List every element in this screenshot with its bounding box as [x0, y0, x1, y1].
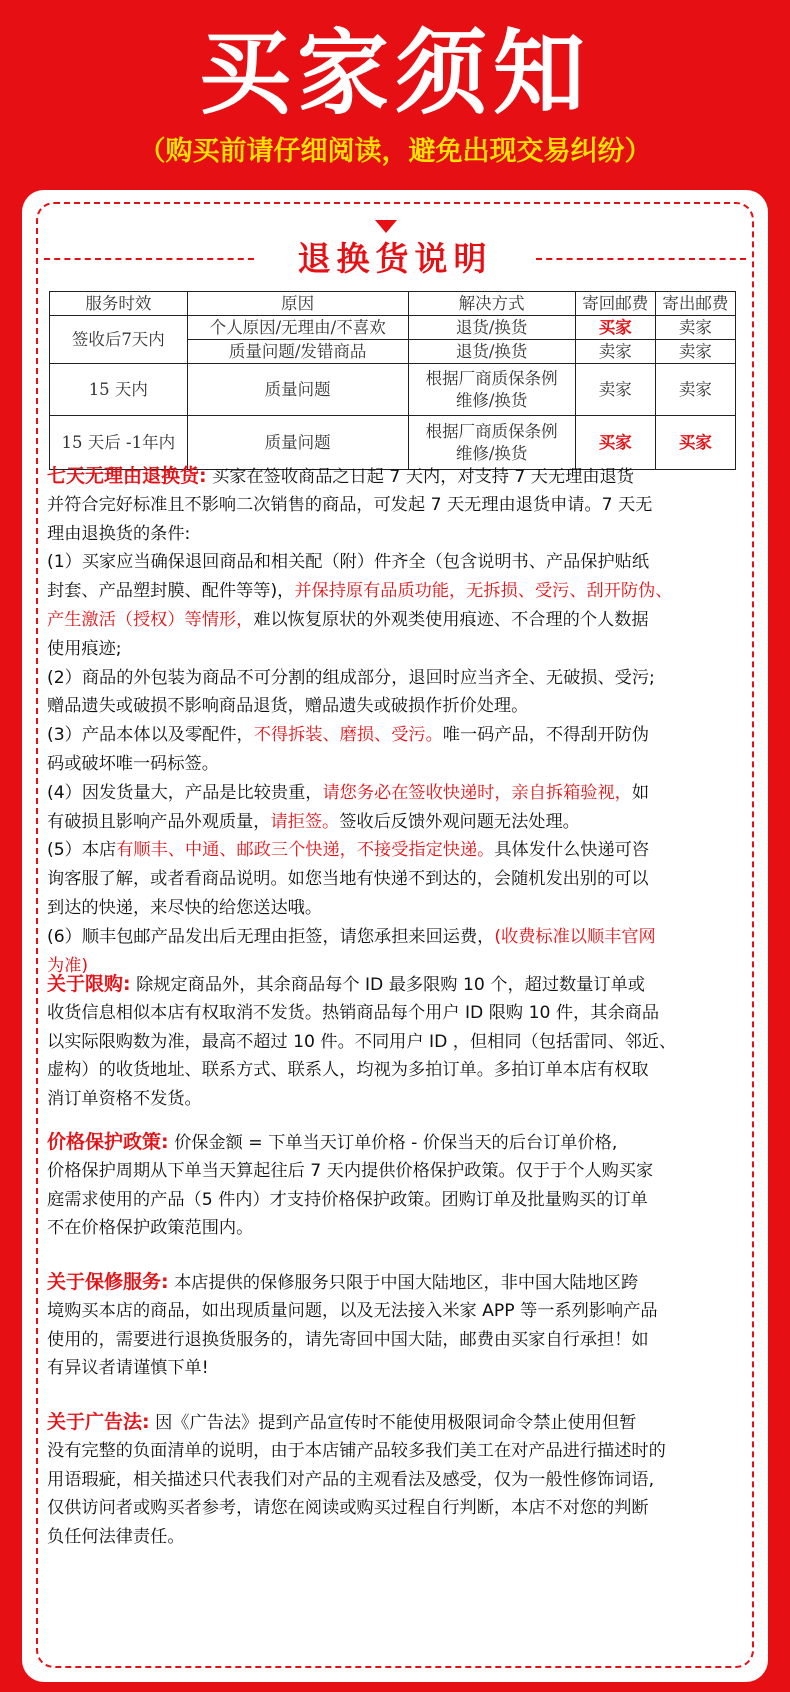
cell-send-fee: 卖家	[655, 364, 735, 416]
seven-day-section	[47, 462, 742, 980]
text-span: 如	[631, 782, 650, 803]
cell-period: 15 天内	[50, 364, 188, 416]
text-line: 使用的，需要进行退换货服务的，请先寄回中国大陆，邮费由买家自行承担！如	[47, 1329, 649, 1350]
solution-line: 根据厂商质保条例	[425, 368, 558, 388]
table-row	[50, 364, 736, 416]
highlight-text: 请拒签。	[270, 811, 340, 832]
warranty-section	[47, 1268, 742, 1383]
text-line: 仅供访问者或购买者参考，请您在阅读或购买过程自行判断，本店不对您的判断	[47, 1498, 649, 1519]
cell-return-fee: 卖家	[575, 364, 655, 416]
text-span: 有破损且影响产品外观质量，	[47, 811, 271, 832]
header-cell: 解决方式	[408, 292, 575, 316]
text-line: 没有完整的负面清单的说明，由于本店铺产品较多我们美工在对产品进行描述时的	[47, 1440, 666, 1461]
highlight-text: 请您务必在签收快递时，亲自拆箱验视，	[322, 782, 632, 803]
text-line: 价保金额 = 下单当天订单价格 - 价保当天的后台订单价格,	[174, 1133, 618, 1153]
text-line: 有异议者请谨慎下单!	[47, 1358, 209, 1379]
text-line: 码或破坏唯一码标签。	[47, 753, 219, 774]
highlight-text: 产生激活（授权）等情形，	[47, 609, 254, 630]
cell-solution: 退货/换货	[408, 316, 575, 340]
text-line: 使用痕迹;	[47, 638, 122, 659]
section-title: 退换货说明	[297, 239, 493, 278]
price-protection-section	[47, 1128, 742, 1243]
highlight-text: (收费标准以顺丰官网	[494, 926, 656, 947]
text-line: 负任何法律责任。	[47, 1527, 185, 1548]
text-line: (1）买家应当确保退回商品和相关配（附）件齐全（包含说明书、产品保护贴纸	[47, 552, 650, 573]
text-line: 买家在签收商品之日起 7 天内，对支持 7 天无理由退货	[212, 467, 634, 487]
triangle-down-icon	[375, 220, 397, 233]
table-row	[50, 316, 736, 340]
text-span: 难以恢复原状的外观类使用痕迹、不合理的个人数据	[253, 609, 649, 630]
page-title: 买家须知	[198, 20, 591, 127]
section-header	[44, 236, 746, 282]
text-line: 价格保护周期从下单当天算起往后 7 天内提供价格保护政策。仅于于个人购买家	[47, 1160, 654, 1181]
highlight-text: 并保持原有品质功能，无拆损、受污、刮开防伪、	[294, 581, 673, 602]
text-line: 用语瑕疵，相关描述只代表我们对产品的主观看法及感受，仅为一般性修饰词语,	[47, 1469, 655, 1490]
text-span: (3）产品本体以及零配件，	[47, 725, 254, 746]
text-line: 因《广告法》提到产品宣传时不能使用极限词命令禁止使用但暂	[155, 1413, 637, 1433]
text-line: (2）商品的外包装为商品不可分割的组成部分，退回时应当齐全、无破损、受污;	[47, 667, 655, 688]
cell-solution	[408, 364, 575, 416]
header-cell: 寄回邮费	[575, 292, 655, 316]
text-span: 签收后反馈外观问题无法处理。	[339, 811, 580, 832]
text-line: 赠品遗失或破损不影响商品退货，赠品遗失或破损作折价处理。	[47, 696, 529, 717]
header-cell: 寄出邮费	[655, 292, 735, 316]
text-line: 并符合完好标准且不影响二次销售的商品，可发起 7 天无理由退货申请。7 天无	[47, 494, 653, 515]
solution-line: 维修/换货	[455, 443, 528, 463]
cell-send-fee: 卖家	[655, 340, 735, 364]
header-cell: 服务时效	[50, 292, 188, 316]
notice-card	[22, 190, 768, 1682]
text-span: (5）本店	[47, 840, 117, 861]
text-span: (4）因发货量大，产品是比较贵重，	[47, 782, 323, 803]
text-line: 消订单资格不发货。	[47, 1089, 202, 1110]
highlight-text: 为准)	[47, 955, 89, 976]
cell-send-fee: 卖家	[655, 316, 735, 340]
section-heading: 价格保护政策:	[47, 1131, 169, 1153]
text-line: 询客服了解，或者看商品说明。如您当地有快递不到达的，会随机发出别的可以	[47, 869, 649, 890]
cell-return-fee: 买家	[575, 416, 655, 470]
text-line: 以实际限购数为准，最高不超过 10 件。不同用户 ID ，但相同（包括雷同、邻近、	[47, 1031, 677, 1052]
header-cell: 原因	[187, 292, 408, 316]
highlight-text: 不得拆装、磨损、受污。	[253, 725, 443, 746]
text-line: 理由退换货的条件:	[47, 523, 191, 544]
section-heading: 关于广告法:	[47, 1411, 150, 1433]
cell-solution: 退货/换货	[408, 340, 575, 364]
highlight-text: 有顺丰、中通、邮政三个快递，不接受指定快递。	[116, 840, 495, 861]
text-span: 唯一码产品，不得刮开防伪	[442, 725, 650, 746]
section-heading: 关于限购:	[47, 973, 131, 995]
cell-reason: 个人原因/无理由/不喜欢	[187, 316, 408, 340]
cell-period: 15 天后 -1年内	[50, 416, 188, 470]
cell-return-fee: 买家	[575, 316, 655, 340]
text-line: 除规定商品外，其余商品每个 ID 最多限购 10 个，超过数量订单或	[136, 975, 645, 995]
text-line: 境购买本店的商品，如出现质量问题，以及无法接入米家 APP 等一系列影响产品	[47, 1300, 658, 1321]
return-policy-table	[49, 291, 736, 470]
text-span: 封套、产品塑封膜、配件等等)，	[47, 581, 295, 602]
cell-reason: 质量问题	[187, 364, 408, 416]
section-heading: 七天无理由退换货:	[47, 465, 207, 487]
text-span: 具体发什么快递可咨	[494, 840, 650, 861]
cell-return-fee: 卖家	[575, 340, 655, 364]
cell-period: 签收后7天内	[50, 316, 188, 364]
limit-section	[47, 970, 742, 1114]
text-line: 到达的快递，来尽快的给您送达哦。	[47, 897, 323, 918]
text-line: 虚构）的收货地址、联系方式、联系人，均视为多拍订单。多拍订单本店有权取	[47, 1060, 649, 1081]
text-line: 收货信息相似本店有权取消不发货。热销商品每个用户 ID 限购 10 件，其余商品	[47, 1002, 660, 1023]
cell-reason: 质量问题/发错商品	[187, 340, 408, 364]
solution-line: 维修/换货	[455, 390, 528, 410]
text-span: (6）顺丰包邮产品发出后无理由拒签，请您承担来回运费，	[47, 926, 495, 947]
text-line: 不在价格保护政策范围内。	[47, 1218, 254, 1239]
cell-reason: 质量问题	[187, 416, 408, 470]
table-header-row	[50, 292, 736, 316]
ad-law-section	[47, 1408, 742, 1552]
solution-line: 根据厂商质保条例	[425, 421, 558, 441]
cell-send-fee: 买家	[655, 416, 735, 470]
text-line: 本店提供的保修服务只限于中国大陆地区，非中国大陆地区跨	[174, 1273, 639, 1293]
page-subtitle: （购买前请仔细阅读，避免出现交易纠纷）	[138, 136, 652, 167]
text-line: 庭需求使用的产品（5 件内）才支持价格保护政策。团购订单及批量购买的订单	[47, 1189, 648, 1210]
section-heading: 关于保修服务:	[47, 1271, 169, 1293]
